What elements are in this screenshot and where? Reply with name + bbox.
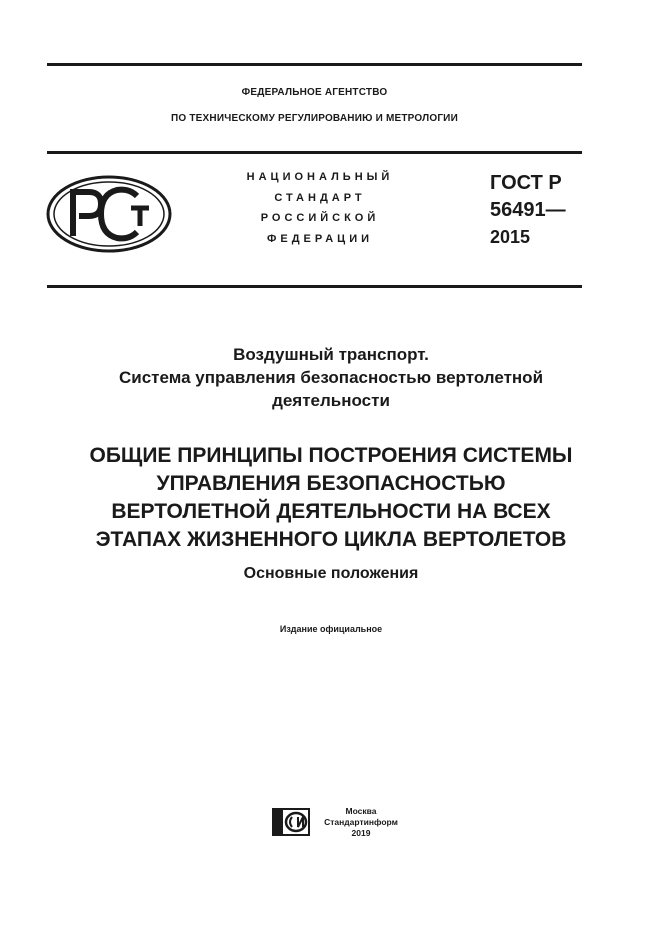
subtitle-line-1: Воздушный транспорт. [233,345,429,364]
gost-code-line-1: ГОСТ Р [490,172,562,194]
subtitle-line-3: деятельности [272,391,390,410]
mid-rule [47,285,582,288]
header-rule [47,151,582,154]
main-title-line-3: ВЕРТОЛЕТНОЙ ДЕЯТЕЛЬНОСТИ НА ВСЕХ [111,500,551,523]
subtitle [47,343,615,412]
gost-code-line-2: 56491— [490,199,566,221]
agency-line-1: ФЕДЕРАЛЬНОЕ АГЕНТСТВО [241,87,388,98]
standartinform-logo-icon [272,808,310,836]
publisher-city: Москва [345,806,377,816]
edition-note: Издание официальное [279,624,383,634]
subtitle-line-2: Система управления безопасностью вертолетной [118,368,544,387]
publisher-year: 2019 [351,828,371,838]
gost-r-logo-icon [45,174,175,254]
provisions-heading: Основные положения [243,565,419,582]
main-title-line-4: ЭТАПАХ ЖИЗНЕННОГО ЦИКЛА ВЕРТОЛЕТОВ [95,528,567,551]
main-title-line-2: УПРАВЛЕНИЯ БЕЗОПАСНОСТЬЮ [156,472,506,495]
publisher-block [318,806,404,839]
standard-type-line-3: РОССИЙСКОЙ [260,212,380,224]
standard-type-line-2: СТАНДАРТ [274,192,366,204]
standard-type-line-4: ФЕДЕРАЦИИ [266,233,374,245]
standard-type-line-1: НАЦИОНАЛЬНЫЙ [246,171,394,183]
publisher-name: Стандартинформ [324,817,398,827]
main-title [47,442,615,554]
top-rule [47,63,582,66]
agency-line-2: ПО ТЕХНИЧЕСКОМУ РЕГУЛИРОВАНИЮ И МЕТРОЛОГИИ [171,113,458,124]
main-title-line-1: ОБЩИЕ ПРИНЦИПЫ ПОСТРОЕНИЯ СИСТЕМЫ [89,444,573,467]
gost-code-line-3: 2015 [490,227,531,247]
